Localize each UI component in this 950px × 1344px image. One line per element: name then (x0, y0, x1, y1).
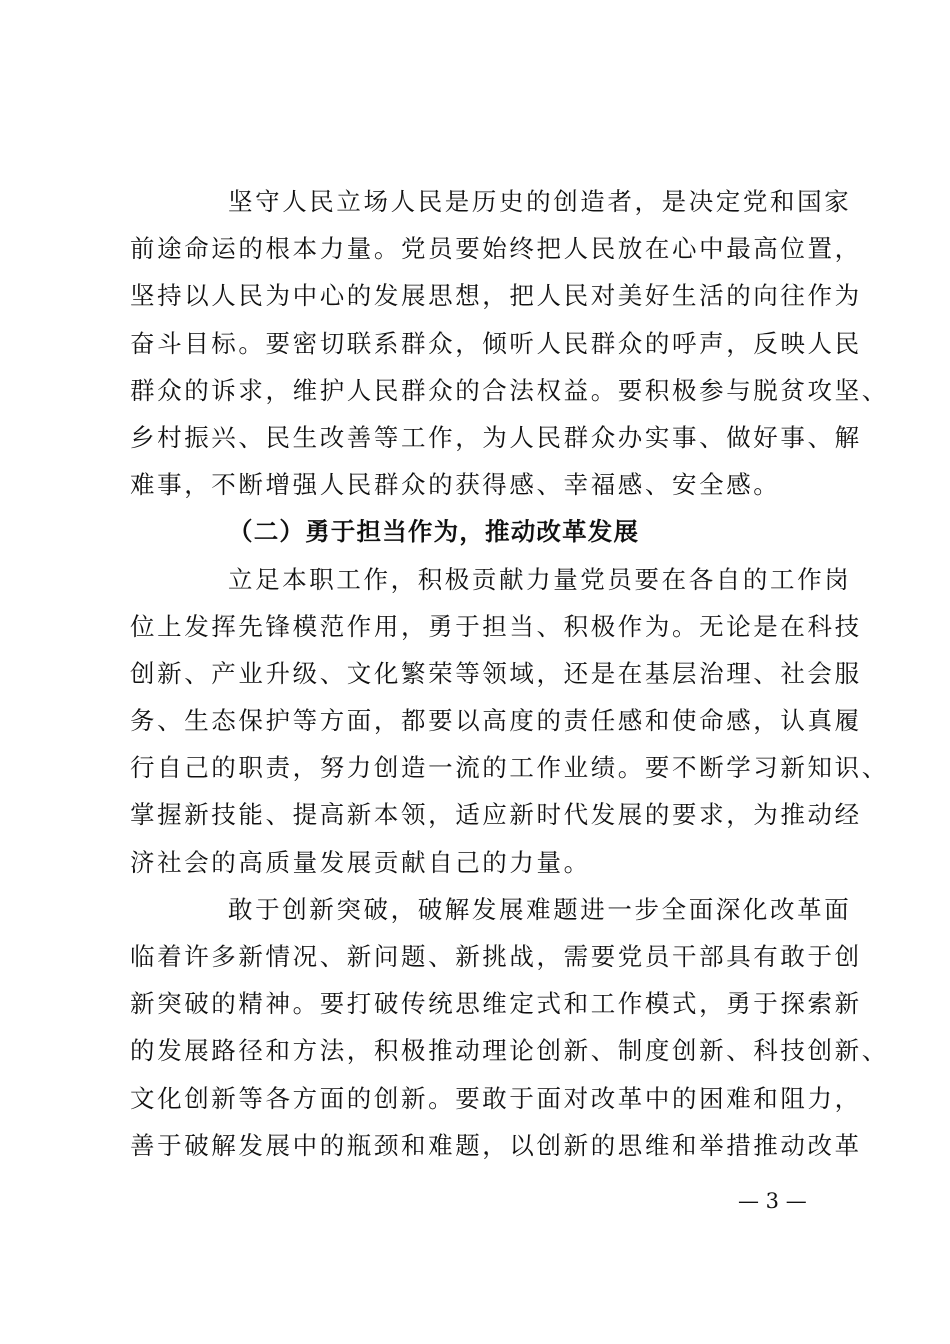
text-line: 立足本职工作，积极贡献力量党员要在各自的工作岗 (228, 564, 852, 594)
section-heading-text: （二）勇于担当作为，推动改革发展 (228, 517, 640, 547)
text-line: 的发展路径和方法，积极推动理论创新、制度创新、科技创新、 (130, 1036, 889, 1066)
paragraph-innovation (130, 886, 889, 1169)
text-line: 行自己的职责，努力创造一流的工作业绩。要不断学习新知识、 (130, 753, 889, 783)
text-line: 临着许多新情况、新问题、新挑战，需要党员干部具有敢于创 (130, 942, 862, 971)
body-text (130, 178, 889, 1169)
text-line: 前途命运的根本力量。党员要始终把人民放在心中最高位置， (130, 234, 862, 264)
text-line: 位上发挥先锋模范作用，勇于担当、积极作为。无论是在科技 (130, 611, 862, 641)
paragraph-work-duty (130, 556, 889, 886)
text-line: 济社会的高质量发展贡献自己的力量。 (130, 847, 591, 877)
text-line: 文化创新等各方面的创新。要敢于面对改革中的困难和阻力， (130, 1083, 862, 1113)
text-line: 奋斗目标。要密切联系群众，倾听人民群众的呼声，反映人民 (130, 328, 862, 358)
text-line: 敢于创新突破，破解发展难题进一步全面深化改革面 (228, 894, 852, 924)
text-line: 创新、产业升级、文化繁荣等领域，还是在基层治理、社会服 (130, 658, 862, 688)
paragraph-people-stance (130, 178, 889, 508)
text-line: 坚守人民立场人民是历史的创造者，是决定党和国家 (228, 187, 852, 216)
text-line: 善于破解发展中的瓶颈和难题，以创新的思维和举措推动改革 (130, 1130, 862, 1160)
text-line: 坚持以人民为中心的发展思想，把人民对美好生活的向往作为 (130, 281, 862, 311)
text-line: 新突破的精神。要打破传统思维定式和工作模式，勇于探索新 (130, 989, 862, 1019)
section-heading (130, 508, 835, 555)
text-line: 掌握新技能、提高新本领，适应新时代发展的要求，为推动经 (130, 800, 862, 830)
text-line: 难事，不断增强人民群众的获得感、幸福感、安全感。 (130, 470, 781, 500)
text-line: 群众的诉求，维护人民群众的合法权益。要积极参与脱贫攻坚、 (130, 375, 889, 405)
page-number: — 3 — (738, 1189, 807, 1213)
text-line: 务、生态保护等方面，都要以高度的责任感和使命感，认真履 (130, 706, 862, 736)
text-line: 乡村振兴、民生改善等工作，为人民群众办实事、做好事、解 (130, 422, 862, 452)
